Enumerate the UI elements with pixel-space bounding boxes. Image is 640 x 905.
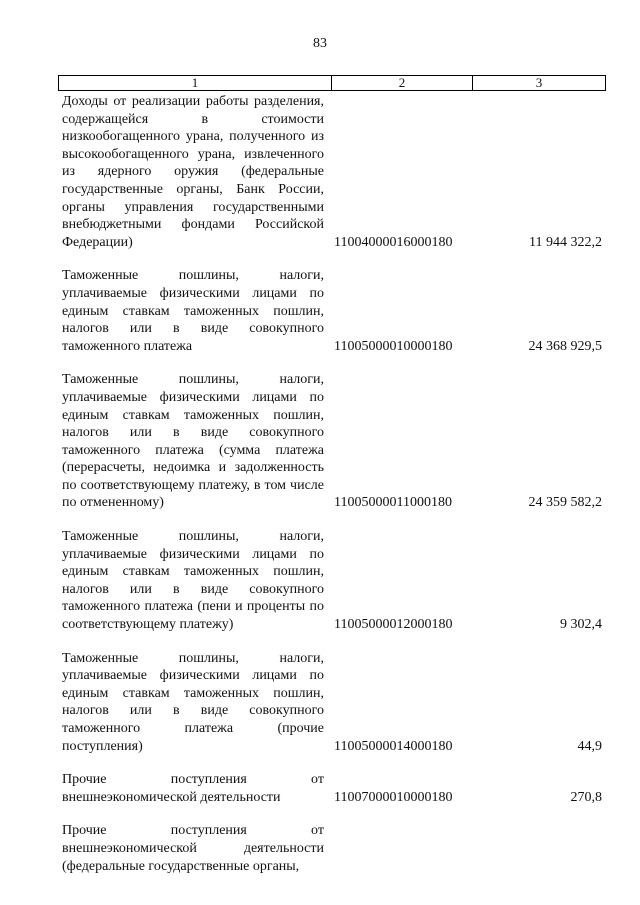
row-code: 11005000010000180: [334, 338, 453, 354]
row-amount: 24 368 929,5: [528, 338, 602, 354]
row-name: Таможенные пошлины, налоги, уплачиваемые физическими лицами по единым ставкам таможенных пошлин, налогов или в виде совокупного таможенного платежа (прочие поступления): [62, 650, 324, 754]
row-code: 11005000011000180: [334, 495, 452, 511]
header-col-3: 3: [535, 75, 543, 90]
row-amount: 270,8: [570, 789, 602, 805]
row-name: Доходы от реализации работы разделения, содержащейся в стоимости низкообогащенного урана, полученного из высокообогащенного урана, извлеченного из ядерного оружия (федеральные государственные органы, Банк России, органы управления государственными внебюджетными фондами Российской Федерации): [62, 94, 324, 250]
header-col-1: 1: [59, 76, 332, 90]
row-amount: 24 359 582,2: [528, 495, 602, 511]
row-code: 11004000016000180: [334, 234, 453, 250]
table-row: [62, 650, 602, 756]
table-row: [62, 93, 602, 251]
row-code: 11007000010000180: [334, 789, 453, 805]
page-number: 83: [313, 36, 327, 51]
row-name: Таможенные пошлины, налоги, уплачиваемые физическими лицами по единым ставкам таможенных пошлин, налогов или в виде совокупного таможенного платежа (пени и проценты по соответствующему платежу): [62, 529, 324, 633]
table-row: [62, 771, 602, 806]
table-row: [62, 528, 602, 634]
table-row: [62, 371, 602, 512]
row-amount: 11 944 322,2: [529, 234, 602, 250]
row-code: 11005000012000180: [334, 617, 453, 633]
table-body: [62, 93, 602, 891]
row-name: Прочие поступления от внешнеэкономической деятельности: [62, 772, 324, 805]
header-col-2: 2: [332, 76, 473, 90]
row-code: 11005000014000180: [334, 738, 453, 754]
row-name: Таможенные пошлины, налоги, уплачиваемые физическими лицами по единым ставкам таможенных пошлин, налогов или в виде совокупного таможенного платежа (сумма платежа (перерасчеты, недоимка и задолженность по соответствующему платежу, в том числе по отмененному): [62, 372, 324, 511]
table-header-row: [58, 75, 606, 91]
row-name: Прочие поступления от внешнеэкономической деятельности (федеральные государственные органы,: [62, 823, 324, 874]
row-amount: 9 302,4: [560, 617, 602, 633]
row-amount: 44,9: [577, 738, 602, 754]
row-name: Таможенные пошлины, налоги, уплачиваемые физическими лицами по единым ставкам таможенных пошлин, налогов или в виде совокупного таможенного платежа: [62, 268, 324, 354]
table-row: [62, 267, 602, 355]
table-row: [62, 822, 602, 875]
